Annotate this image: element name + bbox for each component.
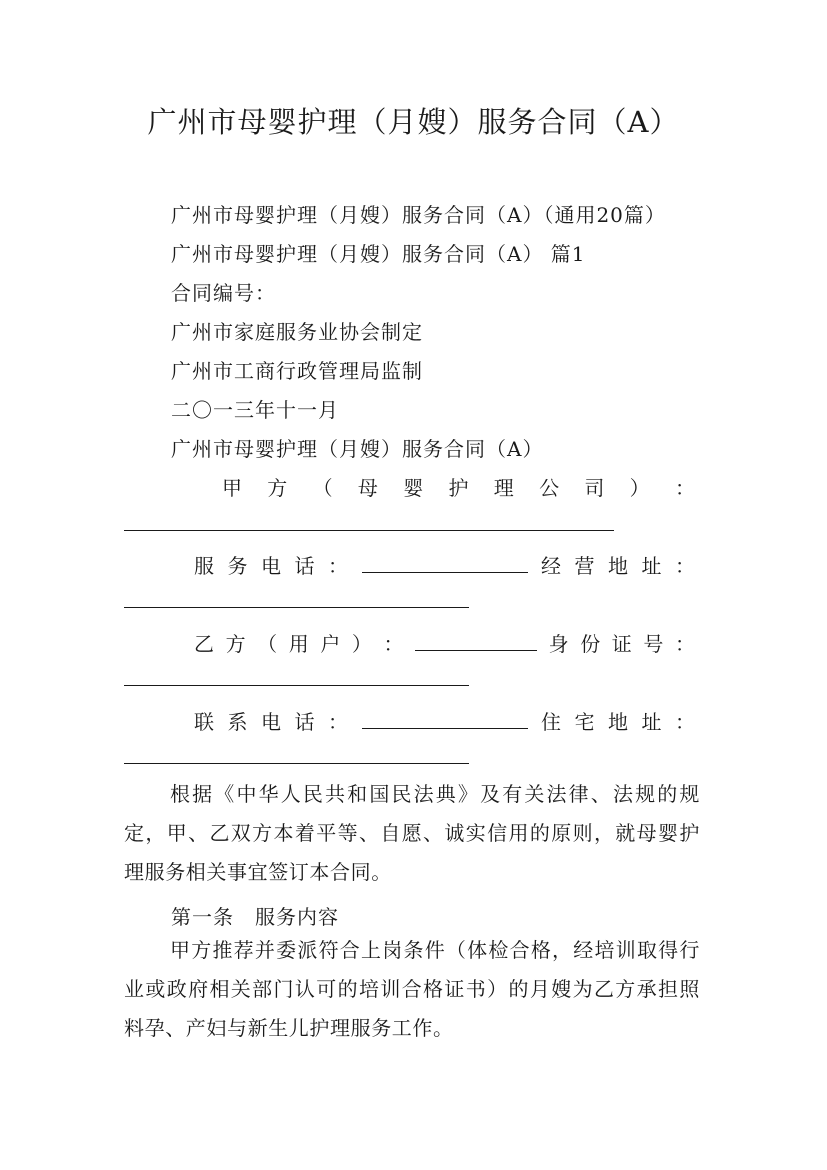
party-b-char: 用 bbox=[288, 632, 309, 656]
party-a-char: ： bbox=[674, 476, 695, 500]
supervised-by: 广州市工商行政管理局监制 bbox=[171, 359, 423, 383]
party-b-contact-line bbox=[194, 706, 695, 735]
party-a-name-blank[interactable] bbox=[124, 530, 614, 531]
party-a-char: 护 bbox=[448, 476, 469, 500]
id-number-blank[interactable] bbox=[124, 685, 469, 686]
party-b-char: ： bbox=[383, 632, 404, 656]
subtitle-collection: 广州市母婴护理（月嫂）服务合同（A）（通用20篇） bbox=[171, 203, 666, 227]
business-address-char: 址 bbox=[641, 554, 662, 578]
article-1-heading: 第一条 服务内容 bbox=[171, 905, 339, 929]
residence-address-char: 宅 bbox=[574, 710, 595, 734]
party-b-char: 方 bbox=[225, 632, 246, 656]
article-1-body: 甲方推荐并委派符合上岗条件（体检合格，经培训取得行业或政府相关部门认可的培训合格证书）的月嫂为乙方承担照料孕、产妇与新生儿护理服务工作。 bbox=[124, 938, 700, 1040]
contact-phone-blank[interactable] bbox=[362, 708, 528, 729]
contract-heading: 广州市母婴护理（月嫂）服务合同（A） bbox=[171, 437, 544, 461]
contract-number-label: 合同编号： bbox=[171, 281, 276, 305]
business-address-blank[interactable] bbox=[124, 607, 469, 608]
business-address-char: 地 bbox=[608, 554, 628, 578]
residence-address-char: 住 bbox=[541, 710, 561, 734]
service-phone-char: ： bbox=[328, 554, 348, 578]
party-b-char: ） bbox=[351, 632, 372, 656]
contact-phone-char: 话 bbox=[294, 710, 315, 734]
party-a-char: （ bbox=[312, 476, 333, 500]
party-a-char: 婴 bbox=[403, 476, 424, 500]
party-a-char: 甲 bbox=[222, 476, 242, 500]
party-a-char: 母 bbox=[357, 476, 378, 500]
id-number-char: 身 bbox=[548, 632, 569, 656]
service-phone-char: 服 bbox=[194, 554, 214, 578]
id-number-char: 号 bbox=[643, 632, 664, 656]
service-phone-char: 电 bbox=[261, 554, 281, 578]
party-a-char: 方 bbox=[267, 476, 288, 500]
party-a-contact-line bbox=[194, 550, 695, 579]
contact-phone-char: ： bbox=[328, 710, 348, 734]
contact-phone-char: 电 bbox=[261, 710, 281, 734]
service-phone-blank[interactable] bbox=[362, 552, 528, 573]
party-b-name-blank[interactable] bbox=[415, 630, 537, 651]
id-number-char: 证 bbox=[611, 632, 632, 656]
date-line: 二〇一三年十一月 bbox=[171, 398, 339, 422]
contact-phone-char: 联 bbox=[194, 710, 214, 734]
drafted-by: 广州市家庭服务业协会制定 bbox=[171, 320, 423, 344]
party-b-char: （ bbox=[257, 632, 278, 656]
business-address-char: 经 bbox=[541, 554, 561, 578]
document-title: 广州市母婴护理（月嫂）服务合同（A） bbox=[147, 105, 680, 139]
party-a-char: ） bbox=[629, 476, 650, 500]
residence-address-char: 址 bbox=[641, 710, 662, 734]
residence-address-char: ： bbox=[675, 710, 695, 734]
party-a-char: 理 bbox=[493, 476, 514, 500]
id-number-char: 份 bbox=[580, 632, 601, 656]
business-address-char: ： bbox=[675, 554, 695, 578]
party-a-line bbox=[222, 472, 695, 501]
service-phone-char: 务 bbox=[227, 554, 248, 578]
party-a-char: 司 bbox=[584, 476, 605, 500]
party-b-char: 户 bbox=[320, 632, 341, 656]
contact-phone-char: 系 bbox=[227, 710, 248, 734]
id-number-char: ： bbox=[674, 632, 695, 656]
service-phone-char: 话 bbox=[294, 554, 315, 578]
subtitle-article: 广州市母婴护理（月嫂）服务合同（A） 篇1 bbox=[171, 242, 586, 266]
intro-paragraph: 根据《中华人民共和国民法典》及有关法律、法规的规定，甲、乙双方本着平等、自愿、诚实信用的原则，就母婴护理服务相关事宜签订本合同。 bbox=[124, 782, 700, 884]
party-b-line bbox=[194, 628, 695, 657]
residence-address-blank[interactable] bbox=[124, 763, 469, 764]
party-a-char: 公 bbox=[539, 476, 560, 500]
party-b-char: 乙 bbox=[194, 632, 214, 656]
business-address-char: 营 bbox=[574, 554, 595, 578]
residence-address-char: 地 bbox=[608, 710, 628, 734]
